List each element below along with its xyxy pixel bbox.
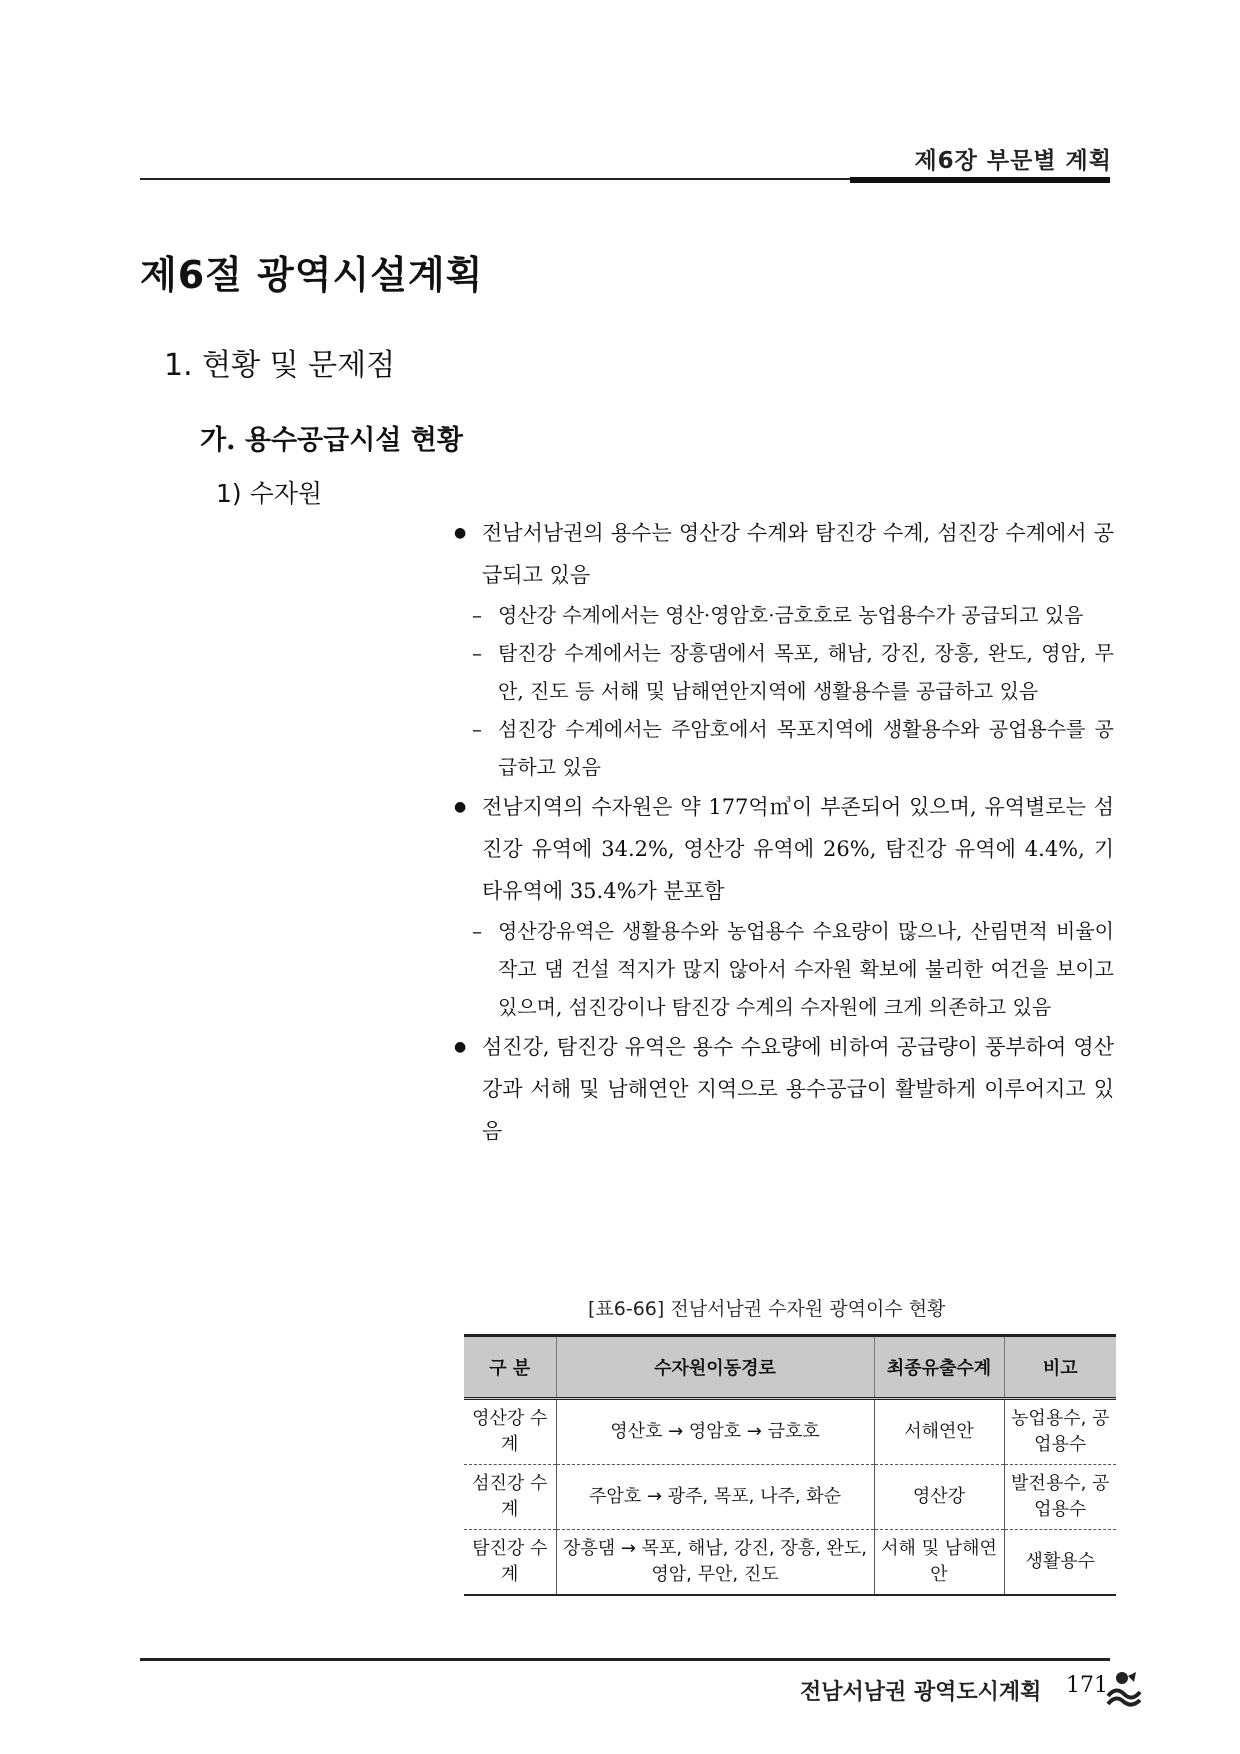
chapter-header: 제6장 부문별 계획 — [914, 148, 1112, 174]
cell-note: 생활용수 — [1004, 1530, 1116, 1596]
table-header-row — [464, 1336, 1116, 1399]
cell-route: 주암호 → 광주, 목포, 나주, 화순 — [556, 1465, 874, 1530]
table-row — [464, 1530, 1116, 1596]
body-content — [454, 512, 1114, 1152]
dash-item: – 영산강 수계에서는 영산·영암호·금호호로 농업용수가 공급되고 있음 — [470, 596, 1114, 634]
subsection-title: 1. 현황 및 문제점 — [164, 348, 396, 383]
bullet-paragraph: ● 전남서남권의 용수는 영산강 수계와 탐진강 수계, 섬진강 수계에서 공급되고 있음 — [454, 512, 1114, 596]
cell-outflow: 서해연안 — [874, 1399, 1004, 1465]
cell-note: 발전용수, 공업용수 — [1004, 1465, 1116, 1530]
footer-logo-icon — [1102, 1668, 1144, 1708]
cell-outflow: 서해 및 남해연안 — [874, 1530, 1004, 1596]
section-title: 제6절 광역시설계획 — [140, 253, 484, 297]
item-title: 1) 수자원 — [216, 479, 323, 508]
dash-list — [470, 912, 1114, 1026]
dash-item: – 탐진강 수계에서는 장흥댐에서 목포, 해남, 강진, 장흥, 완도, 영암, 무안, 진도 등 서해 및 남해연안지역에 생활용수를 공급하고 있음 — [470, 634, 1114, 710]
page-number: 171 — [1066, 1673, 1108, 1698]
column-header: 수자원이동경로 — [556, 1336, 874, 1399]
cell-division: 탐진강 수계 — [464, 1530, 556, 1596]
water-resource-table — [464, 1334, 1116, 1596]
cell-note: 농업용수, 공업용수 — [1004, 1399, 1116, 1465]
dash-item: – 섬진강 수계에서는 주암호에서 목포지역에 생활용수와 공업용수를 공급하고 있음 — [470, 710, 1114, 786]
header-rule-accent — [850, 177, 1110, 183]
column-header: 최종유출수계 — [874, 1336, 1004, 1399]
cell-division: 영산강 수계 — [464, 1399, 556, 1465]
table-caption: [표6-66] 전남서남권 수자원 광역이수 현황 — [588, 1298, 946, 1320]
bullet-paragraph: ● 전남지역의 수자원은 약 177억㎥이 부존되어 있으며, 유역별로는 섬진강 유역에 34.2%, 영산강 유역에 26%, 탐진강 유역에 4.4%, 기타유역에 35.4%가 분포함 — [454, 786, 1114, 912]
cell-division: 섬진강 수계 — [464, 1465, 556, 1530]
bullet-paragraph: ● 섬진강, 탐진강 유역은 용수 수요량에 비하여 공급량이 풍부하여 영산강과 서해 및 남해연안 지역으로 용수공급이 활발하게 이루어지고 있음 — [454, 1026, 1114, 1152]
dash-list — [470, 596, 1114, 786]
table-row — [464, 1399, 1116, 1465]
table-row — [464, 1465, 1116, 1530]
dash-item: – 영산강유역은 생활용수와 농업용수 수요량이 많으나, 산림면적 비율이 작고 댐 건설 적지가 많지 않아서 수자원 확보에 불리한 여건을 보이고 있으며, 섬진강이나 탐진강 수계의 수자원에 크게 의존하고 있음 — [470, 912, 1114, 1026]
footer-title: 전남서남권 광역도시계획 — [800, 1680, 1042, 1705]
subsubsection-title: 가. 용수공급시설 현황 — [200, 425, 463, 456]
cell-route: 영산호 → 영암호 → 금호호 — [556, 1399, 874, 1465]
footer-rule — [140, 1658, 1110, 1661]
cell-route: 장흥댐 → 목포, 해남, 강진, 장흥, 완도, 영암, 무안, 진도 — [556, 1530, 874, 1596]
column-header: 구 분 — [464, 1336, 556, 1399]
cell-outflow: 영산강 — [874, 1465, 1004, 1530]
column-header: 비고 — [1004, 1336, 1116, 1399]
